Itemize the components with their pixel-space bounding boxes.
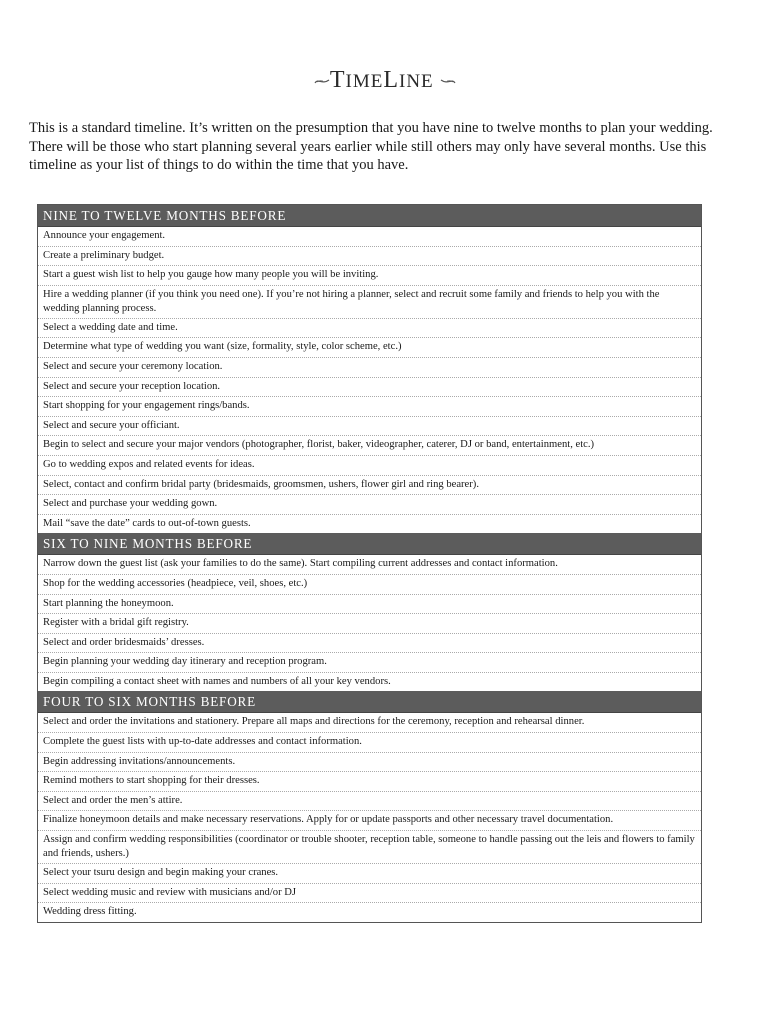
timeline-item: Complete the guest lists with up-to-date addresses and contact information. <box>38 733 701 753</box>
section-heading: SIX TO NINE MONTHS BEFORE <box>38 533 701 555</box>
timeline-item: Create a preliminary budget. <box>38 247 701 267</box>
timeline-item: Wedding dress fitting. <box>43 906 137 918</box>
timeline-item: Select a wedding date and time. <box>38 319 701 339</box>
section-heading: FOUR TO SIX MONTHS BEFORE <box>38 691 701 713</box>
timeline-item: Go to wedding expos and related events for ideas. <box>38 456 701 476</box>
title-rest-1: IME <box>345 71 384 92</box>
timeline-item: Select and order the men’s attire. <box>38 792 701 812</box>
timeline-item: Start shopping for your engagement rings/bands. <box>38 397 701 417</box>
timeline-item: Hire a wedding planner (if you think you need one). If you’re not hiring a planner, select and recruit some family and friends to help you with the wedding planning process. <box>38 286 701 319</box>
timeline-table <box>37 204 702 923</box>
timeline-section <box>38 205 701 533</box>
timeline-item: Start a guest wish list to help you gauge how many people you will be inviting. <box>38 266 701 286</box>
right-flourish-icon <box>440 66 456 98</box>
title-rest-2: INE <box>399 71 434 92</box>
timeline-item: Register with a bridal gift registry. <box>38 614 701 634</box>
timeline-item: Select your tsuru design and begin making your cranes. <box>38 864 701 884</box>
title-initial-t: T <box>329 67 346 93</box>
left-flourish-icon <box>314 66 330 98</box>
timeline-item: Finalize honeymoon details and make necessary reservations. Apply for or update passports and other necessary travel documentation. <box>38 811 701 831</box>
timeline-item: Begin addressing invitations/announcements. <box>38 753 701 773</box>
page-title <box>0 64 770 98</box>
timeline-item: Select wedding music and review with musicians and/or DJ <box>38 884 701 904</box>
timeline-item: Select and secure your officiant. <box>38 417 701 437</box>
timeline-item: Begin planning your wedding day itinerary and reception program. <box>38 653 701 673</box>
timeline-item: Select and purchase your wedding gown. <box>38 495 701 515</box>
timeline-item: Announce your engagement. <box>38 227 701 247</box>
timeline-item: Narrow down the guest list (ask your families to do the same). Start compiling current addresses and contact information. <box>38 555 701 575</box>
title-initial-l: L <box>383 67 399 93</box>
timeline-item: Begin to select and secure your major vendors (photographer, florist, baker, videographer, caterer, DJ or band, entertainment, etc.) <box>38 436 701 456</box>
timeline-item: Shop for the wedding accessories (headpiece, veil, shoes, etc.) <box>38 575 701 595</box>
timeline-item: Select and order the invitations and stationery. Prepare all maps and directions for the ceremony, reception and rehearsal dinner. <box>38 713 701 733</box>
timeline-item: Select, contact and confirm bridal party (bridesmaids, groomsmen, ushers, flower girl and ring bearer). <box>38 476 701 496</box>
timeline-item: Select and secure your ceremony location. <box>38 358 701 378</box>
timeline-item: Determine what type of wedding you want (size, formality, style, color scheme, etc.) <box>38 338 701 358</box>
intro-paragraph: This is a standard timeline. It’s written on the presumption that you have nine to twelve months to plan your wedding. There will be those who start planning several years earlier while still others may only have several months. Use this timeline as your list of things to do within the time that you have. <box>29 120 713 174</box>
timeline-item: Start planning the honeymoon. <box>38 595 701 615</box>
timeline-item: Select and secure your reception location. <box>38 378 701 398</box>
timeline-item: Assign and confirm wedding responsibilities (coordinator or trouble shooter, reception table, someone to handle passing out the leis and flowers to family and friends, ushers.) <box>38 831 701 864</box>
timeline-item: Begin compiling a contact sheet with names and numbers of all your key vendors. <box>43 675 391 687</box>
timeline-item: Remind mothers to start shopping for their dresses. <box>38 772 701 792</box>
timeline-section <box>38 533 701 691</box>
timeline-item: Mail “save the date” cards to out-of-town guests. <box>43 517 251 529</box>
timeline-item: Select and order bridesmaids’ dresses. <box>38 634 701 654</box>
timeline-section <box>38 691 701 921</box>
section-heading: NINE TO TWELVE MONTHS BEFORE <box>38 205 701 227</box>
